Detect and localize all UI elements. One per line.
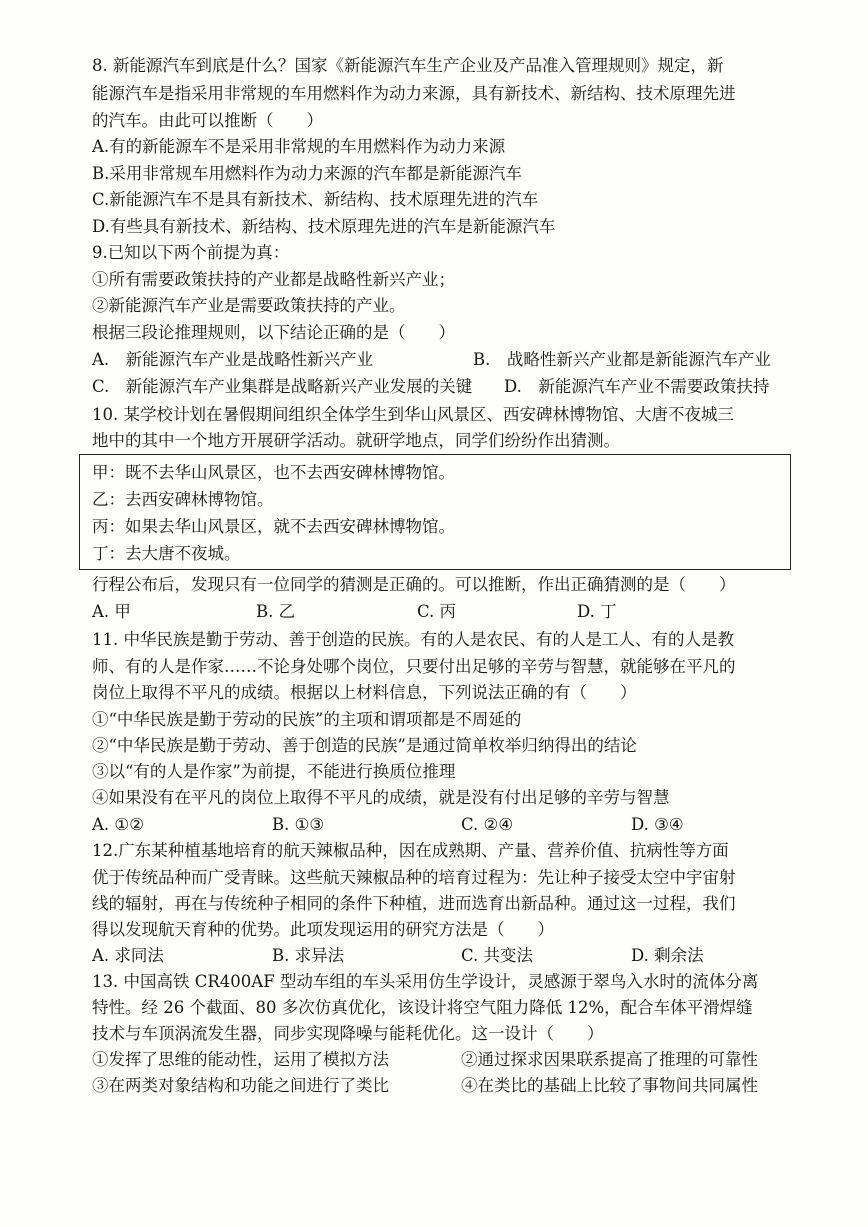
q12-stem-line: 得以发现航天育种的优势。此项发现运用的研究方法是（ ） bbox=[92, 920, 554, 939]
q10-guess-jia: 甲：既不去华山风景区，也不去西安碑林博物馆。 bbox=[92, 463, 455, 482]
q11-option-b: B. ①③ bbox=[272, 815, 325, 834]
q9-option-b: B. 战略性新兴产业都是新能源汽车产业 bbox=[473, 350, 771, 369]
q12-option-d: D. 剩余法 bbox=[631, 946, 704, 965]
q13-statement-4: ④在类比的基础上比较了事物间共同属性 bbox=[461, 1076, 758, 1095]
q12-stem-line: 12.广东某种植基地培育的航天辣椒品种，因在成熟期、产量、营养价值、抗病性等方面 bbox=[92, 841, 729, 860]
q13-statement-1: ①发挥了思维的能动性，运用了模拟方法 bbox=[92, 1050, 389, 1069]
q10-guess-yi: 乙：去西安碑林博物馆。 bbox=[92, 490, 274, 509]
q10-after-text: 行程公布后，发现只有一位同学的猜测是正确的。可以推断，作出正确猜测的是（ ） bbox=[92, 575, 736, 594]
q9-option-d: D. 新能源汽车产业不需要政策扶持 bbox=[504, 377, 770, 396]
q8-stem-line: 能源汽车是指采用非常规的车用燃料作为动力来源，具有新技术、新结构、技术原理先进 bbox=[92, 84, 736, 103]
q11-statement-2: ②“中华民族是勤于劳动、善于创造的民族”是通过简单枚举归纳得出的结论 bbox=[92, 736, 637, 755]
q11-statement-3: ③以“有的人是作家”为前提，不能进行换质位推理 bbox=[92, 762, 456, 781]
q12-stem-line: 优于传统品种而广受青睐。这些航天辣椒品种的培育过程为：先让种子接受太空中宇宙射 bbox=[92, 868, 736, 887]
q8-option-b: B.采用非常规车用燃料作为动力来源的汽车都是新能源汽车 bbox=[92, 164, 522, 183]
q10-option-b: B. 乙 bbox=[256, 602, 296, 621]
q11-option-d: D. ③④ bbox=[631, 815, 684, 834]
q12-option-c: C. 共变法 bbox=[461, 946, 534, 965]
q13-stem-line: 特性。经 26 个截面、80 多次仿真优化，该设计将空气阻力降低 12%，配合车体平滑焊缝 bbox=[92, 998, 753, 1017]
q13-stem-line: 技术与车顶涡流发生器，同步实现降噪与能耗优化。这一设计（ ） bbox=[92, 1024, 604, 1043]
q11-stem-line: 师、有的人是作家……不论身处哪个岗位，只要付出足够的辛劳与智慧，就能够在平凡的 bbox=[92, 657, 736, 676]
q8-stem-line: 的汽车。由此可以推断（ ） bbox=[92, 111, 323, 130]
q12-stem-line: 线的辐射，再在与传统种子相同的条件下种植，进而选育出新品种。通过这一过程，我们 bbox=[92, 894, 736, 913]
q11-option-a: A. ①② bbox=[92, 815, 144, 834]
q12-option-a: A. 求同法 bbox=[92, 946, 164, 965]
q9-option-a: A. 新能源汽车产业是战略性新兴产业 bbox=[92, 350, 374, 369]
q8-option-a: A.有的新能源车不是采用非常规的车用燃料作为动力来源 bbox=[92, 137, 506, 156]
q10-guess-ding: 丁：去大唐不夜城。 bbox=[92, 544, 241, 563]
q9-stem-line: 根据三段论推理规则，以下结论正确的是（ ） bbox=[92, 323, 455, 342]
q11-statement-1: ①“中华民族是勤于劳动的民族”的主项和谓项都是不周延的 bbox=[92, 710, 522, 729]
q8-option-d: D.有些具有新技术、新结构、技术原理先进的汽车是新能源汽车 bbox=[92, 217, 556, 236]
q9-option-c: C. 新能源汽车产业集群是战略新兴产业发展的关键 bbox=[92, 377, 473, 396]
q11-statement-4: ④如果没有在平凡的岗位上取得不平凡的成绩，就是没有付出足够的辛劳与智慧 bbox=[92, 788, 670, 807]
q8-option-c: C.新能源汽车不是具有新技术、新结构、技术原理先进的汽车 bbox=[92, 190, 539, 209]
q11-stem-line: 11. 中华民族是勤于劳动、善于创造的民族。有的人是农民、有的人是工人、有的人是教 bbox=[92, 630, 734, 649]
q10-guess-bing: 丙：如果去华山风景区，就不去西安碑林博物馆。 bbox=[92, 517, 455, 536]
q9-premise-1: ①所有需要政策扶持的产业都是战略性新兴产业； bbox=[92, 270, 455, 289]
q8-stem-line: 8. 新能源汽车到底是什么？国家《新能源汽车生产企业及产品准入管理规则》规定，新 bbox=[92, 56, 724, 75]
q13-stem-line: 13. 中国高铁 CR400AF 型动车组的车头采用仿生学设计，灵感源于翠鸟入水时的流体分离 bbox=[92, 972, 759, 991]
q9-premise-2: ②新能源汽车产业是需要政策扶持的产业。 bbox=[92, 296, 406, 315]
q9-stem-line: 9.已知以下两个前提为真： bbox=[92, 243, 290, 262]
q11-option-c: C. ②④ bbox=[461, 815, 514, 834]
q12-option-b: B. 求异法 bbox=[272, 946, 345, 965]
q13-statement-2: ②通过探求因果联系提高了推理的可靠性 bbox=[461, 1050, 758, 1069]
q10-option-c: C. 丙 bbox=[417, 602, 457, 621]
q13-statement-3: ③在两类对象结构和功能之间进行了类比 bbox=[92, 1076, 389, 1095]
q10-option-a: A. 甲 bbox=[92, 602, 131, 621]
q10-stem-line: 10. 某学校计划在暑假期间组织全体学生到华山风景区、西安碑林博物馆、大唐不夜城三 bbox=[92, 405, 734, 424]
q10-option-d: D. 丁 bbox=[577, 602, 617, 621]
q10-stem-line: 地中的其中一个地方开展研学活动。就研学地点，同学们纷纷作出猜测。 bbox=[92, 431, 620, 450]
q11-stem-line: 岗位上取得不平凡的成绩。根据以上材料信息，下列说法正确的有（ ） bbox=[92, 683, 637, 702]
